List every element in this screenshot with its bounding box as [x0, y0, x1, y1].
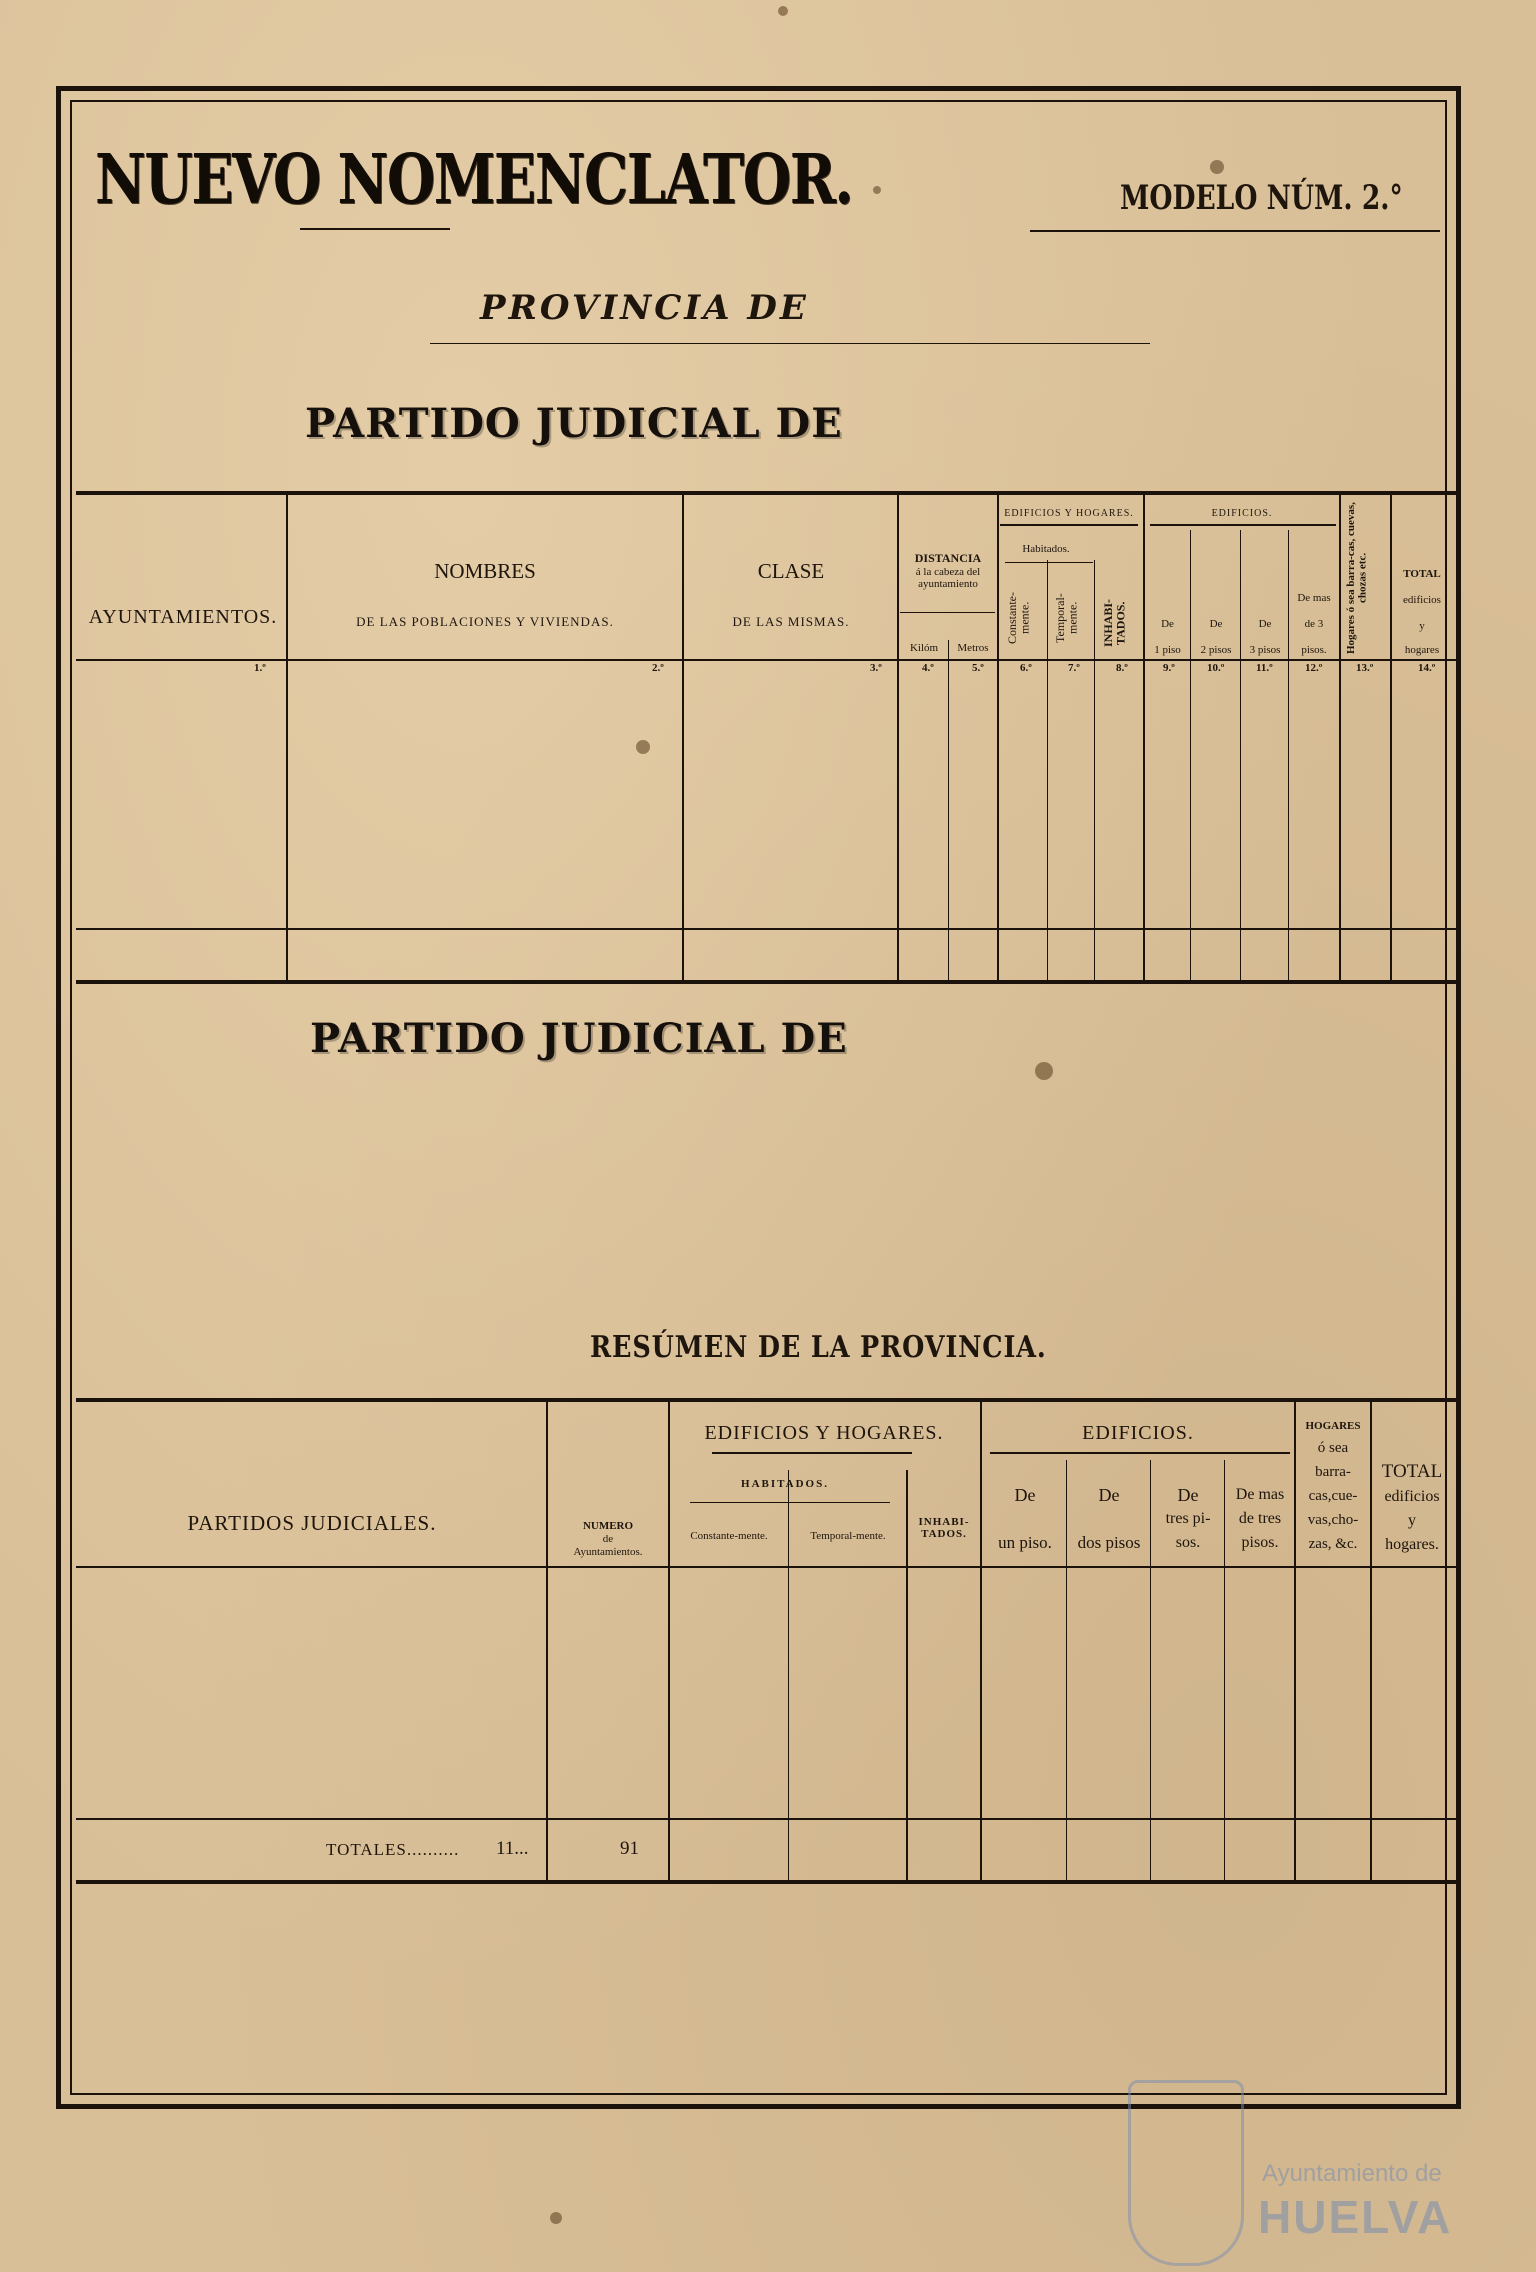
- resumen-col-hogares-e: vas,cho-: [1307, 1512, 1359, 1528]
- resumen-col-un-piso: un piso.: [998, 1533, 1052, 1552]
- resumen-habitados: HABITADOS.: [741, 1478, 829, 1490]
- group-rule: [1005, 562, 1093, 563]
- group-edificios-hogares: EDIFICIOS Y HOGARES.: [1004, 508, 1134, 519]
- table1-top-rule: [76, 491, 1456, 495]
- resumen-col-total-y: y: [1408, 1512, 1416, 1529]
- resumen-group-edificios-hogares: EDIFICIOS Y HOGARES.: [704, 1422, 944, 1444]
- col-number: 1.º: [254, 662, 266, 674]
- model-rule: [1030, 230, 1440, 232]
- col-total: TOTAL: [1403, 568, 1441, 580]
- resumen-col-de-mas: De mas: [1235, 1486, 1285, 1503]
- col-de-3-mas: de 3: [1304, 618, 1324, 630]
- resumen-col-divider: [980, 1400, 982, 1882]
- col-number: 5.º: [972, 662, 984, 674]
- resumen-col-total-edificios: edificios: [1384, 1488, 1440, 1505]
- col-temporalmente: Temporal-mente.: [1053, 593, 1080, 643]
- col-constantemente: Constante-mente.: [1005, 592, 1032, 644]
- resumen-col-dos-pisos: dos pisos: [1077, 1533, 1141, 1552]
- group-rule: [1000, 524, 1138, 526]
- col-number: 3.º: [870, 662, 882, 674]
- resumen-col-de-dos: De: [1098, 1485, 1120, 1505]
- col-number: 11.º: [1256, 662, 1273, 674]
- table1-bottom-rule: [76, 980, 1456, 984]
- resumen-col-total: TOTAL: [1381, 1461, 1443, 1482]
- col-number: 12.º: [1305, 662, 1323, 674]
- col-nombres: NOMBRES: [434, 559, 536, 583]
- totales-ayuntamientos: 91: [620, 1838, 639, 1859]
- partido-heading-1: PARTIDO JUDICIAL DE: [305, 400, 843, 447]
- table1-col-divider: [897, 494, 899, 982]
- col-number: 4.º: [922, 662, 934, 674]
- resumen-col-divider: [1066, 1460, 1067, 1882]
- col-nombres-sub: DE LAS POBLACIONES Y VIVIENDAS.: [356, 614, 614, 629]
- col-number: 10.º: [1207, 662, 1225, 674]
- col-clase-sub: DE LAS MISMAS.: [732, 614, 850, 629]
- col-number: 7.º: [1068, 662, 1080, 674]
- resumen-col-hogares-c: barra-: [1315, 1464, 1351, 1480]
- col-numero-de: de: [602, 1533, 614, 1545]
- table1-col-divider: [948, 640, 949, 982]
- col-de-3: De: [1258, 618, 1272, 630]
- totales-label: TOTALES..........: [326, 1840, 460, 1859]
- col-number: 8.º: [1116, 662, 1128, 674]
- table1-header-rule: [76, 659, 1456, 661]
- resumen-col-sos: sos.: [1175, 1534, 1201, 1551]
- partido-heading-2: PARTIDO JUDICIAL DE: [310, 1015, 848, 1062]
- province-heading: PROVINCIA DE: [480, 288, 809, 328]
- group-rule: [1150, 524, 1336, 526]
- col-hogares: Hogares ó sea barra-cas, cuevas, chozas etc.: [1345, 502, 1369, 654]
- watermark-text: Ayuntamiento de: [1262, 2160, 1442, 2187]
- col-distancia: DISTANCIA: [914, 551, 982, 565]
- col-number: 9.º: [1163, 662, 1175, 674]
- table1-col-divider: [997, 494, 999, 982]
- resumen-col-de-tres: De: [1177, 1485, 1199, 1505]
- resumen-col-de-tres-2: de tres: [1238, 1510, 1282, 1527]
- resumen-totals-rule: [76, 1818, 1456, 1820]
- resumen-col-hogares: HOGARES: [1305, 1420, 1361, 1432]
- resumen-col-temporalmente: Temporal-mente.: [810, 1530, 886, 1542]
- document-title: NUEVO NOMENCLATOR.: [95, 140, 853, 220]
- resumen-col-hogares-b: ó sea: [1317, 1440, 1349, 1456]
- col-ayuntamientos: AYUNTAMIENTOS.: [88, 606, 278, 628]
- col-de-mas: De mas: [1297, 592, 1331, 604]
- col-partidos: PARTIDOS JUDICIALES.: [187, 1511, 437, 1535]
- col-number: 2.º: [652, 662, 664, 674]
- table1-col-divider: [1339, 494, 1341, 982]
- col-numero-ayuntamientos: Ayuntamientos.: [573, 1546, 643, 1558]
- table1-col-divider: [682, 494, 684, 982]
- group-rule: [900, 612, 995, 613]
- group-edificios: EDIFICIOS.: [1211, 508, 1273, 519]
- col-total-edificios: edificios: [1403, 594, 1441, 606]
- col-number: 13.º: [1356, 662, 1374, 674]
- table1-col-divider: [1094, 560, 1095, 982]
- group-rule: [712, 1452, 912, 1454]
- col-metros: Metros: [957, 642, 989, 654]
- group-rule: [690, 1502, 890, 1503]
- table1-col-divider: [1190, 530, 1191, 982]
- col-2-pisos: 2 pisos: [1200, 644, 1232, 656]
- resumen-col-pisos: pisos.: [1241, 1534, 1279, 1551]
- resumen-col-hogares-f: zas, &c.: [1308, 1536, 1358, 1552]
- col-total-hogares: hogares: [1404, 644, 1440, 656]
- stain: [550, 2212, 562, 2224]
- col-total-y: y: [1419, 620, 1425, 632]
- table1-col-divider: [1143, 494, 1145, 982]
- col-number: 6.º: [1020, 662, 1032, 674]
- coat-of-arms-watermark: [1128, 2080, 1244, 2266]
- col-inhabitados: INHABI-TADOS.: [1101, 599, 1128, 648]
- resumen-col-de-un: De: [1014, 1485, 1036, 1505]
- resumen-col-divider: [1150, 1460, 1151, 1882]
- resumen-bottom-rule: [76, 1880, 1456, 1884]
- resumen-top-rule: [76, 1398, 1456, 1402]
- col-kilom: Kilóm: [909, 642, 939, 654]
- totales-partidos: 11...: [496, 1838, 529, 1859]
- col-distancia-sub: á la cabeza del ayuntamiento: [915, 566, 981, 591]
- stain: [778, 6, 788, 16]
- table1-row-rule: [76, 928, 1456, 930]
- table1-col-divider: [286, 494, 288, 982]
- province-rule: [430, 343, 1150, 344]
- resumen-col-divider: [788, 1470, 789, 1882]
- resumen-col-inhabitados: INHABI-TADOS.: [918, 1516, 970, 1541]
- col-clase: CLASE: [757, 559, 825, 583]
- col-pisos: pisos.: [1301, 644, 1327, 656]
- table1-col-divider: [1240, 530, 1241, 982]
- model-number: MODELO NÚM. 2.°: [1120, 178, 1403, 218]
- resumen-col-divider: [1224, 1460, 1225, 1882]
- resumen-col-divider: [668, 1400, 670, 1882]
- resumen-col-total-hogares: hogares.: [1385, 1536, 1439, 1553]
- table1-col-divider: [1047, 560, 1048, 982]
- group-rule: [990, 1452, 1290, 1454]
- resumen-col-tres-pi: tres pi-: [1165, 1510, 1211, 1527]
- title-rule: [300, 228, 450, 230]
- resumen-col-constantemente: Constante-mente.: [690, 1530, 768, 1542]
- table1-col-divider: [1288, 530, 1289, 982]
- resumen-col-divider: [546, 1400, 548, 1882]
- habitados-label: Habitados.: [1022, 543, 1070, 555]
- watermark-huelva: HUELVA: [1258, 2191, 1453, 2243]
- resumen-title: RESÚMEN DE LA PROVINCIA.: [590, 1330, 1047, 1365]
- col-3-pisos: 3 pisos: [1249, 644, 1281, 656]
- col-de-2: De: [1209, 618, 1223, 630]
- col-number: 14.º: [1418, 662, 1436, 674]
- col-numero: NUMERO: [582, 1520, 634, 1532]
- resumen-group-edificios: EDIFICIOS.: [1082, 1422, 1194, 1444]
- resumen-header-rule: [76, 1566, 1456, 1568]
- col-1-piso: 1 piso: [1154, 644, 1181, 656]
- col-de-1: De: [1161, 618, 1174, 630]
- resumen-col-hogares-d: cas,cue-: [1308, 1488, 1358, 1504]
- resumen-col-divider: [906, 1470, 908, 1882]
